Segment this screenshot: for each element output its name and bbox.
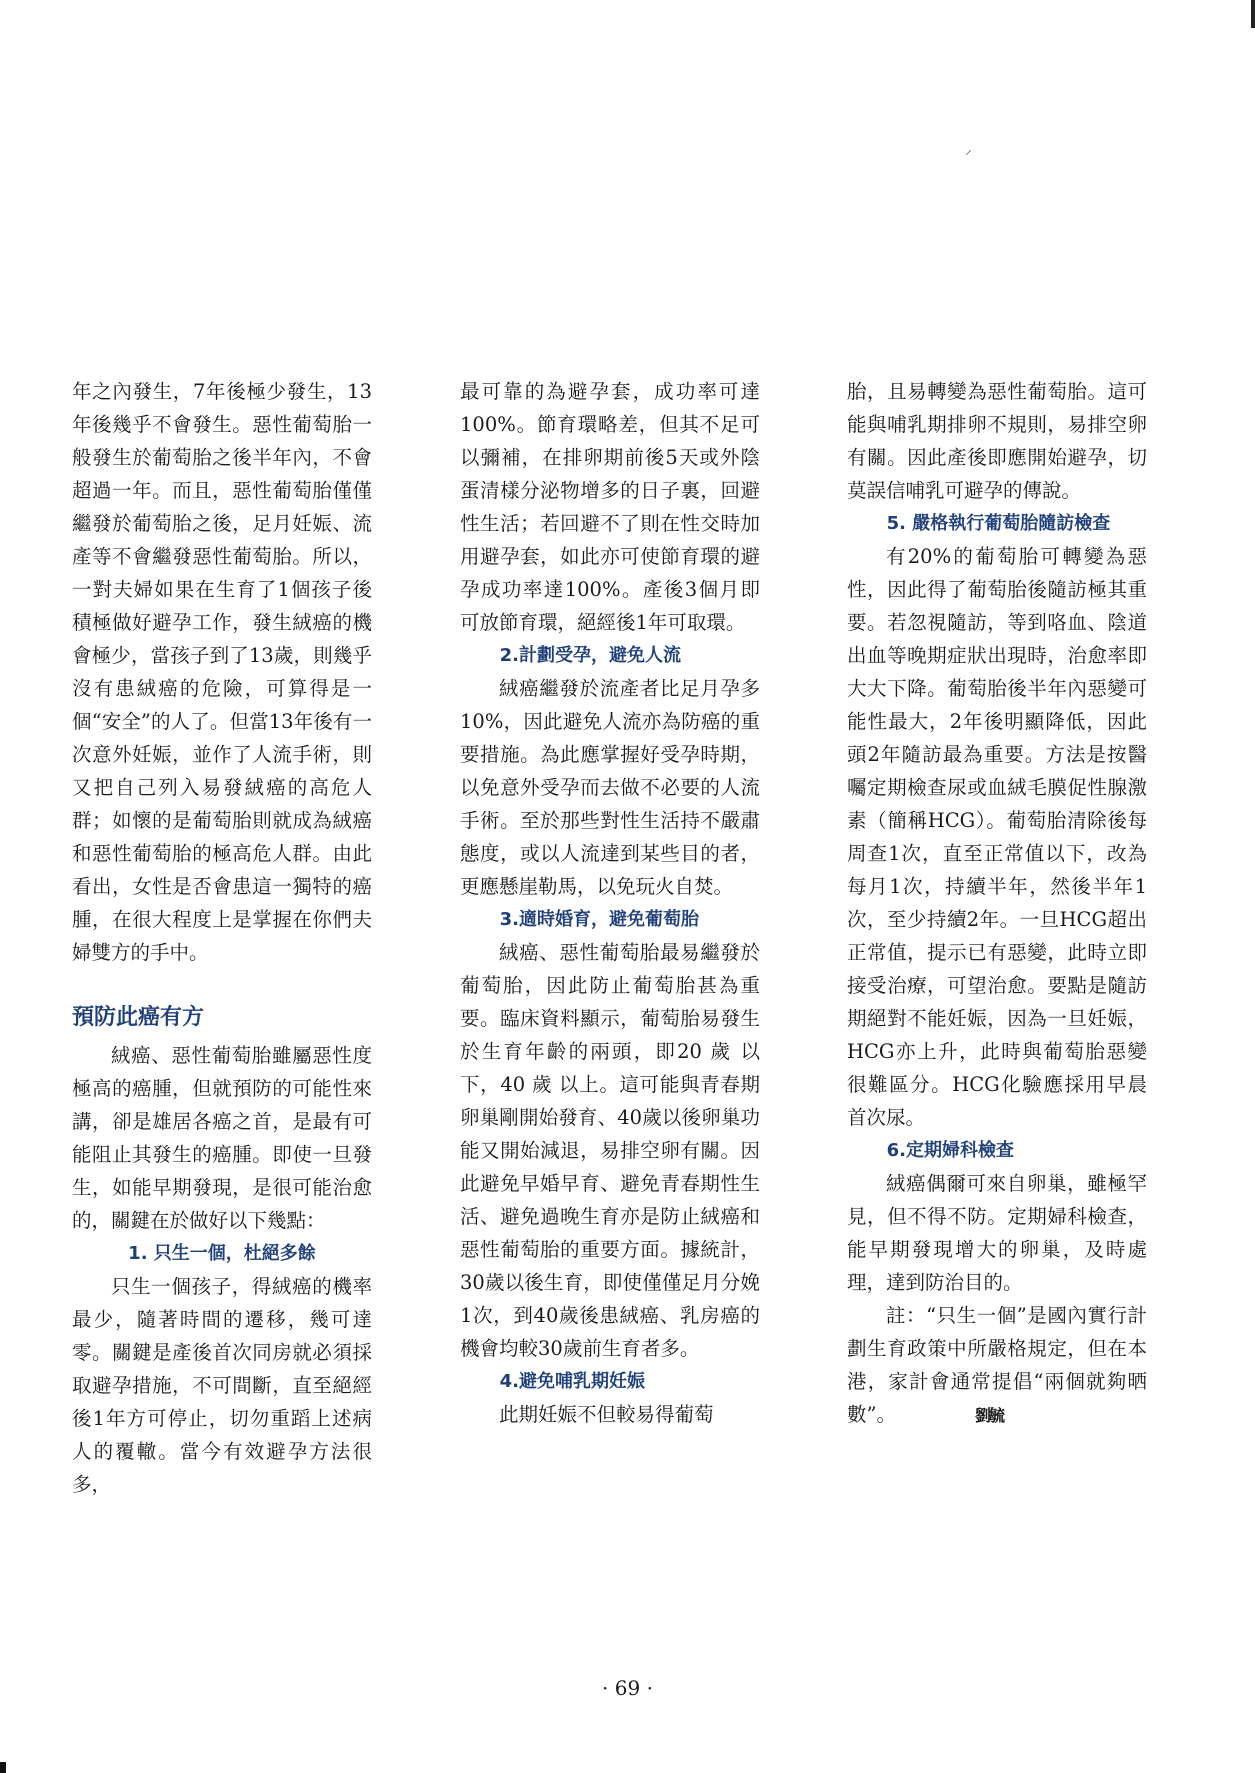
text-column-2 — [460, 375, 760, 1431]
author-end-mark: 劉毓 — [974, 1406, 1003, 1425]
sub-heading-6: 6.定期婦科檢查 — [886, 1140, 1014, 1161]
body-paragraph: 此期妊娠不但較易得葡萄 — [499, 1403, 714, 1426]
page-number: · 69 · — [602, 1676, 653, 1700]
scan-edge-mark — [1251, 0, 1255, 28]
body-paragraph: 胎，且易轉變為惡性葡萄胎。這可能與哺乳期排卵不規則，易排空卵有關。因此產後即應開始避孕，切莫誤信哺乳可避孕的傳說。 — [847, 380, 1147, 502]
section-title: 預防此癌有方 — [72, 1005, 205, 1030]
text-column-1 — [72, 375, 372, 1501]
sub-heading-2: 2.計劃受孕，避免人流 — [499, 645, 681, 666]
body-paragraph: 絨癌、惡性葡萄胎最易繼發於葡萄胎，因此防止葡萄胎甚為重要。臨床資料顯示，葡萄胎易發生於生育年齡的兩頭，即20 歲 以 下，40 歲 以上。這可能與青春期卵巢剛開始發育、40歲以後卵巢功能又開始減退，易排空卵有關。因此避免早婚早育、避免青春期性生活、避免過晚生育亦是防止絨癌和惡性葡萄胎的重要方面。據統計，30歲以後生育，即使僅僅足月分娩1次，到40歲後患絨癌、乳房癌的機會均較30歲前生育者多。 — [460, 941, 760, 1360]
body-paragraph: 絨癌偶爾可來自卵巢，雖極罕見，但不得不防。定期婦科檢查，能早期發現增大的卵巢，及時處理，達到防治目的。 — [847, 1172, 1147, 1294]
body-paragraph: 絨癌繼發於流產者比足月孕多10%，因此避免人流亦為防癌的重要措施。為此應掌握好受孕時期，以免意外受孕而去做不必要的人流手術。至於那些對性生活持不嚴肅態度，或以人流達到某些目的者，更應懸崖勒馬，以免玩火自焚。 — [460, 677, 760, 898]
scan-speck: ⸝ — [965, 142, 972, 158]
body-paragraph: 絨癌、惡性葡萄胎雖屬惡性度極高的癌腫，但就預防的可能性來講，卻是雄居各癌之首，是最有可能阻止其發生的癌腫。即使一旦發生，如能早期發現，是很可能治愈的，關鍵在於做好以下幾點： — [72, 1044, 372, 1232]
note-paragraph — [847, 1299, 1147, 1432]
sub-heading-3: 3.適時婚育，避免葡萄胎 — [499, 909, 699, 930]
body-paragraph: 只生一個孩子，得絨癌的機率最少，隨著時間的遷移，幾可達零。關鍵是產後首次同房就必須採取避孕措施，不可間斷，直至絕經後1年方可停止，切勿重蹈上述病人的覆轍。當今有效避孕方法很多， — [72, 1275, 372, 1496]
body-paragraph: 最可靠的為避孕套，成功率可達100%。節育環略差，但其不足可以彌補，在排卵期前後5天或外陰蛋清樣分泌物增多的日子裏，回避性生活；若回避不了則在性交時加用避孕套，如此亦可使節育環的避孕成功率達100%。產後3個月即可放節育環，絕經後1年可取環。 — [460, 380, 760, 634]
sub-heading-4: 4.避免哺乳期妊娠 — [499, 1371, 645, 1392]
note-text: 註：“只生一個”是國內實行計劃生育政策中所嚴格規定，但在本港，家計會通常提倡“兩個就夠晒數”。 — [847, 1304, 1147, 1426]
body-paragraph: 年之內發生，7年後極少發生，13年後幾乎不會發生。惡性葡萄胎一般發生於葡萄胎之後半年內，不會超過一年。而且，惡性葡萄胎僅僅繼發於葡萄胎之後，足月妊娠、流產等不會繼發惡性葡萄胎。所以，一對夫婦如果在生育了1個孩子後積極做好避孕工作，發生絨癌的機會極少，當孩子到了13歲，則幾乎沒有患絨癌的危險，可算得是一個“安全”的人了。但當13年後有一次意外妊娠，並作了人流手術，則又把自己列入易發絨癌的高危人群；如懷的是葡萄胎則就成為絨癌和惡性葡萄胎的極高危人群。由此看出，女性是否會患這一獨特的癌腫，在很大程度上是掌握在你們夫婦雙方的手中。 — [72, 380, 372, 964]
body-paragraph: 有20%的葡萄胎可轉變為惡性，因此得了葡萄胎後隨訪極其重要。若忽視隨訪，等到咯血、陰道出血等晚期症狀出現時，治愈率即大大下降。葡萄胎後半年內惡變可能性最大，2年後明顯降低，因此頭2年隨訪最為重要。方法是按醫囑定期檢查尿或血絨毛膜促性腺激素（簡稱HCG）。葡萄胎清除後每周查1次，直至正常值以下，改為每月1次，持續半年，然後半年1次，至少持續2年。一旦HCG超出正常值，提示已有惡變，此時立即接受治療，可望治愈。要點是隨訪期絕對不能妊娠，因為一旦妊娠，HCG亦上升，此時與葡萄胎惡變很難區分。HCG化驗應採用早晨首次尿。 — [847, 545, 1147, 1129]
sub-heading-1: 1. 只生一個，杜絕多餘 — [128, 1243, 316, 1264]
scan-edge-mark — [0, 1762, 6, 1773]
sub-heading-5: 5. 嚴格執行葡萄胎隨訪檢查 — [886, 513, 1111, 534]
text-column-3 — [847, 375, 1147, 1432]
